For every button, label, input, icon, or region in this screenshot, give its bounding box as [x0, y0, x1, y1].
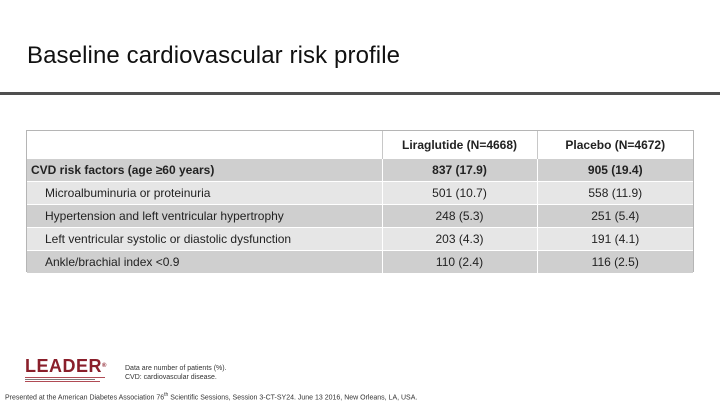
row-label: CVD risk factors (age ≥60 years) [27, 159, 382, 182]
row-label: Hypertension and left ventricular hypertrophy [27, 205, 382, 228]
placebo-value: 251 (5.4) [537, 205, 693, 228]
liraglutide-value: 837 (17.9) [382, 159, 537, 182]
leader-logo [25, 357, 107, 383]
placebo-value: 905 (19.4) [537, 159, 693, 182]
liraglutide-value: 110 (2.4) [382, 251, 537, 274]
row-label: Microalbuminuria or proteinuria [27, 182, 382, 205]
footer-text-start: Presented at the American Diabetes Association 76 [5, 394, 165, 402]
row-label: Ankle/brachial index <0.9 [27, 251, 382, 274]
placebo-value: 558 (11.9) [537, 182, 693, 205]
header-label [27, 131, 382, 159]
footnote-data: Data are number of patients (%). [125, 365, 227, 372]
table-row [27, 228, 693, 251]
row-label: Left ventricular systolic or diastolic dysfunction [27, 228, 382, 251]
logo-text: LEADER [25, 356, 103, 376]
logo-registered-mark: ® [102, 363, 107, 369]
table-row [27, 251, 693, 274]
table-row [27, 182, 693, 205]
presentation-footer [5, 392, 417, 401]
table-row [27, 205, 693, 228]
title-divider [0, 92, 720, 95]
placebo-value: 116 (2.5) [537, 251, 693, 274]
liraglutide-value: 501 (10.7) [382, 182, 537, 205]
footer-superscript: th [164, 392, 169, 398]
header-placebo: Placebo (N=4672) [537, 131, 693, 159]
table-header-row [27, 131, 693, 159]
liraglutide-value: 203 (4.3) [382, 228, 537, 251]
placebo-value: 191 (4.1) [537, 228, 693, 251]
table-row [27, 159, 693, 182]
logo-tagline-lines [25, 377, 107, 382]
risk-profile-table [27, 131, 693, 273]
footnote-cvd: CVD: cardiovascular disease. [125, 374, 217, 381]
header-liraglutide: Liraglutide (N=4668) [382, 131, 537, 159]
footer-text-end: Scientific Sessions, Session 3-CT-SY24. June 13 2016, New Orleans, LA, USA. [168, 394, 418, 402]
liraglutide-value: 248 (5.3) [382, 205, 537, 228]
page-title: Baseline cardiovascular risk profile [27, 42, 401, 69]
